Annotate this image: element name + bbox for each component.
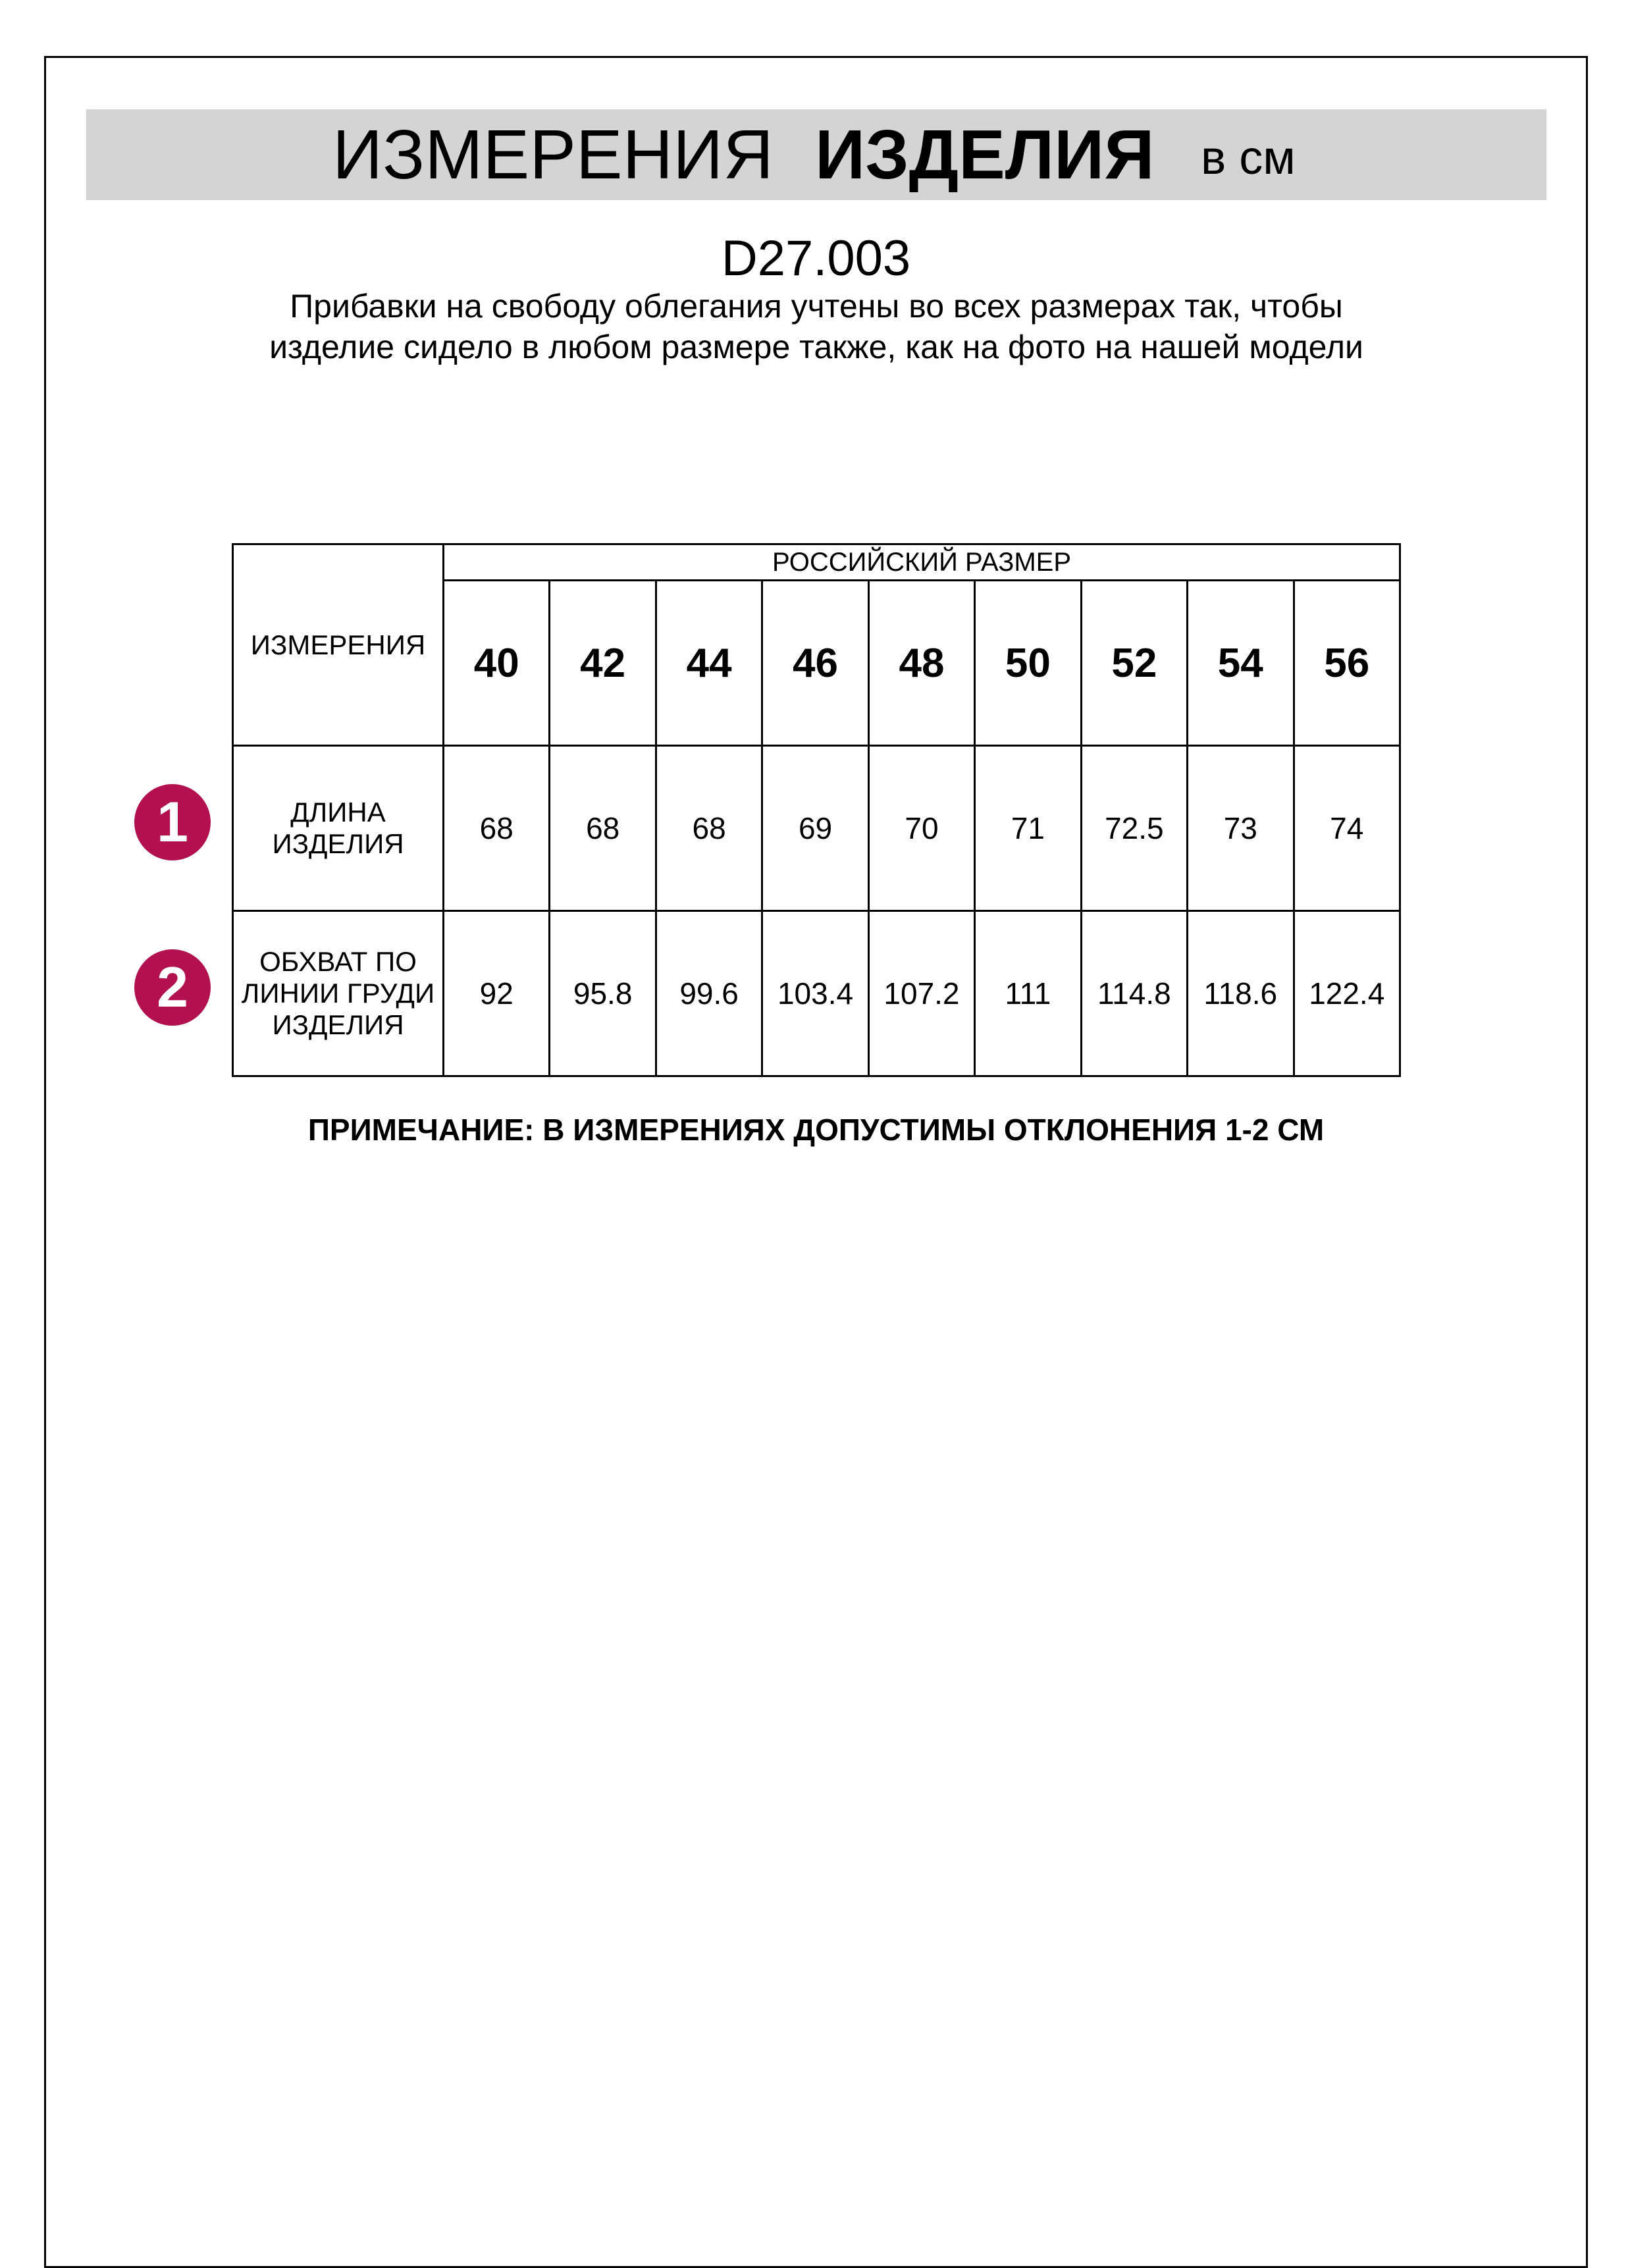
page-frame <box>44 56 1588 2268</box>
value-cell: 99.6 <box>656 911 762 1076</box>
value-cell: 72.5 <box>1081 746 1187 911</box>
value-cell: 122.4 <box>1294 911 1400 1076</box>
product-code: D27.003 <box>721 230 911 286</box>
row-label-text: ДЛИНА ИЗДЕЛИЯ <box>272 797 404 859</box>
value-cell: 118.6 <box>1188 911 1294 1076</box>
page-title-bold: ИЗДЕЛИЯ <box>815 116 1155 194</box>
size-header: 46 <box>762 581 868 746</box>
size-table <box>232 543 1401 1077</box>
size-header: 40 <box>444 581 550 746</box>
value-cell: 69 <box>762 746 868 911</box>
measure-header-cell: ИЗМЕРЕНИЯ <box>233 544 444 746</box>
value-cell: 71 <box>975 746 1081 911</box>
value-cell: 103.4 <box>762 911 868 1076</box>
value-cell: 95.8 <box>550 911 656 1076</box>
value-cell: 107.2 <box>868 911 974 1076</box>
table-row <box>233 746 1400 911</box>
table-row <box>233 911 1400 1076</box>
value-cell: 74 <box>1294 746 1400 911</box>
measurement-marker-2: 2 <box>134 949 211 1026</box>
value-cell: 114.8 <box>1081 911 1187 1076</box>
row-label-text: ОБХВАТ ПО ЛИНИИ ГРУДИ ИЗДЕЛИЯ <box>241 946 435 1040</box>
row-label-length <box>233 746 444 911</box>
measurement-marker-1: 1 <box>134 784 211 860</box>
row-label-chest <box>233 911 444 1076</box>
size-group-header: РОССИЙСКИЙ РАЗМЕР <box>444 544 1400 581</box>
size-header: 52 <box>1081 581 1187 746</box>
size-header: 54 <box>1188 581 1294 746</box>
size-header: 50 <box>975 581 1081 746</box>
value-cell: 73 <box>1188 746 1294 911</box>
page-title-unit: в см <box>1201 132 1296 184</box>
value-cell: 70 <box>868 746 974 911</box>
page-title-light: ИЗМЕРЕНИЯ <box>332 116 774 194</box>
value-cell: 68 <box>656 746 762 911</box>
size-header: 44 <box>656 581 762 746</box>
size-header: 56 <box>1294 581 1400 746</box>
tolerance-note: ПРИМЕЧАНИЕ: В ИЗМЕРЕНИЯХ ДОПУСТИМЫ ОТКЛОНЕНИЯ 1-2 СМ <box>307 1113 1325 1147</box>
value-cell: 68 <box>444 746 550 911</box>
value-cell: 111 <box>975 911 1081 1076</box>
size-header: 48 <box>868 581 974 746</box>
fit-description: Прибавки на свободу облегания учтены во всех размерах так, чтобы изделие сидело в любом размере также, как на фото на нашей модели <box>269 288 1363 365</box>
value-cell: 68 <box>550 746 656 911</box>
value-cell: 92 <box>444 911 550 1076</box>
size-header: 42 <box>550 581 656 746</box>
